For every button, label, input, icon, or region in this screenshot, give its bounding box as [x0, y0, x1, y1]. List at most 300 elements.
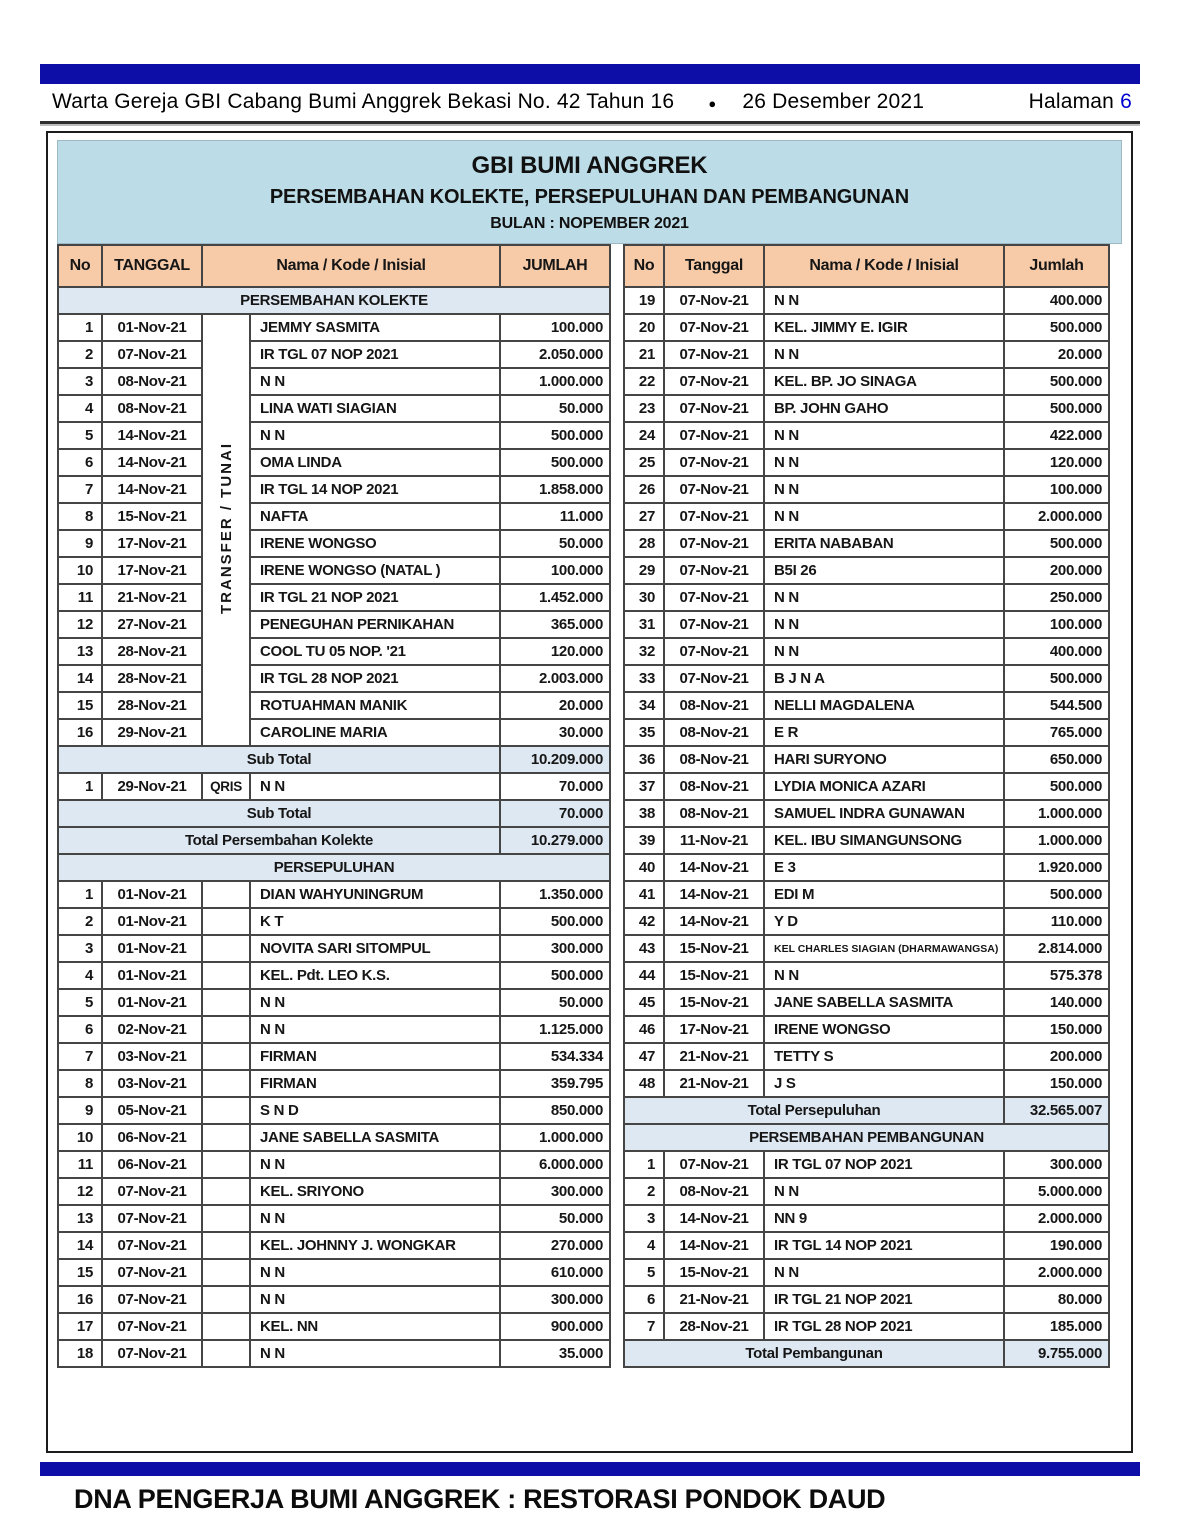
- total-amount: 10.209.000: [500, 746, 610, 773]
- total-label: Total Persepuluhan: [624, 1097, 1004, 1124]
- row-name: N N: [250, 1286, 500, 1313]
- row-no: 16: [58, 1286, 102, 1313]
- row-mode-empty: [202, 935, 250, 962]
- row-name: N N: [764, 1259, 1004, 1286]
- row-date: 01-Nov-21: [102, 908, 202, 935]
- row-date: 14-Nov-21: [102, 449, 202, 476]
- row-no: 5: [624, 1259, 664, 1286]
- row-name: IRENE WONGSO (NATAL ): [250, 557, 500, 584]
- row-amount: 50.000: [500, 395, 610, 422]
- row-name: IRENE WONGSO: [764, 1016, 1004, 1043]
- row-name: EDI M: [764, 881, 1004, 908]
- row-amount: 1.000.000: [1004, 827, 1109, 854]
- total-row: [624, 1097, 1109, 1124]
- row-date: 28-Nov-21: [102, 665, 202, 692]
- row-no: 12: [58, 611, 102, 638]
- row-date: 06-Nov-21: [102, 1151, 202, 1178]
- row-no: 11: [58, 1151, 102, 1178]
- row-date: 01-Nov-21: [102, 935, 202, 962]
- page-number: 6: [1120, 90, 1132, 113]
- row-no: 42: [624, 908, 664, 935]
- table-row: [58, 692, 610, 719]
- row-amount: 30.000: [500, 719, 610, 746]
- column-header-jumlah: Jumlah: [1004, 245, 1109, 287]
- row-amount: 1.858.000: [500, 476, 610, 503]
- row-date: 29-Nov-21: [102, 719, 202, 746]
- table-row: [58, 638, 610, 665]
- row-name: PENEGUHAN PERNIKAHAN: [250, 611, 500, 638]
- row-no: 3: [58, 368, 102, 395]
- table-row: [58, 908, 610, 935]
- row-no: 21: [624, 341, 664, 368]
- row-date: 08-Nov-21: [664, 746, 764, 773]
- total-label: Total Persembahan Kolekte: [58, 827, 500, 854]
- row-name: HARI SURYONO: [764, 746, 1004, 773]
- report-title: GBI BUMI ANGGREK: [471, 151, 708, 179]
- row-mode-empty: [202, 1313, 250, 1340]
- row-name: N N: [764, 287, 1004, 314]
- row-name: B J N A: [764, 665, 1004, 692]
- table-row: [58, 1151, 610, 1178]
- left-header-row: [58, 245, 610, 287]
- row-amount: 2.000.000: [1004, 1259, 1109, 1286]
- row-name: N N: [764, 503, 1004, 530]
- table-row: [624, 530, 1109, 557]
- table-row: [624, 800, 1109, 827]
- row-name: IRENE WONGSO: [250, 530, 500, 557]
- row-amount: 365.000: [500, 611, 610, 638]
- row-amount: 300.000: [500, 1286, 610, 1313]
- row-name: LYDIA MONICA AZARI: [764, 773, 1004, 800]
- table-row: [58, 1340, 610, 1367]
- row-amount: 200.000: [1004, 557, 1109, 584]
- table-row: [624, 611, 1109, 638]
- row-name: N N: [250, 773, 500, 800]
- row-date: 06-Nov-21: [102, 1124, 202, 1151]
- row-amount: 11.000: [500, 503, 610, 530]
- row-name: JANE SABELLA SASMITA: [250, 1124, 500, 1151]
- row-amount: 5.000.000: [1004, 1178, 1109, 1205]
- table-row: [624, 719, 1109, 746]
- row-amount: 20.000: [1004, 341, 1109, 368]
- row-name: JANE SABELLA SASMITA: [764, 989, 1004, 1016]
- row-date: 07-Nov-21: [102, 1205, 202, 1232]
- column-header-tanggal: Tanggal: [664, 245, 764, 287]
- row-no: 16: [58, 719, 102, 746]
- row-name: ERITA NABABAN: [764, 530, 1004, 557]
- row-amount: 500.000: [1004, 773, 1109, 800]
- row-amount: 110.000: [1004, 908, 1109, 935]
- row-amount: 185.000: [1004, 1313, 1109, 1340]
- section-header: PERSEMBAHAN PEMBANGUNAN: [624, 1124, 1109, 1151]
- row-amount: 20.000: [500, 692, 610, 719]
- row-date: 08-Nov-21: [664, 692, 764, 719]
- row-name: IR TGL 14 NOP 2021: [250, 476, 500, 503]
- footer-accent-bar: [40, 1462, 1140, 1476]
- row-date: 08-Nov-21: [102, 395, 202, 422]
- row-no: 40: [624, 854, 664, 881]
- row-amount: 50.000: [500, 989, 610, 1016]
- section-row: [58, 854, 610, 881]
- row-no: 15: [58, 1259, 102, 1286]
- row-amount: 575.378: [1004, 962, 1109, 989]
- row-amount: 2.000.000: [1004, 1205, 1109, 1232]
- row-mode-empty: [202, 962, 250, 989]
- row-mode-empty: [202, 1286, 250, 1313]
- row-name: LINA WATI SIAGIAN: [250, 395, 500, 422]
- masthead-rule: [40, 121, 1140, 124]
- top-accent-bar: [40, 64, 1140, 84]
- table-row: [624, 503, 1109, 530]
- row-date: 07-Nov-21: [664, 476, 764, 503]
- row-name: N N: [764, 962, 1004, 989]
- row-no: 2: [624, 1178, 664, 1205]
- row-no: 10: [58, 1124, 102, 1151]
- row-amount: 190.000: [1004, 1232, 1109, 1259]
- row-amount: 35.000: [500, 1340, 610, 1367]
- row-name: N N: [250, 368, 500, 395]
- row-no: 2: [58, 908, 102, 935]
- row-date: 08-Nov-21: [664, 773, 764, 800]
- row-no: 34: [624, 692, 664, 719]
- row-date: 27-Nov-21: [102, 611, 202, 638]
- row-mode-empty: [202, 1016, 250, 1043]
- table-row: [58, 557, 610, 584]
- row-name: KEL. BP. JO SINAGA: [764, 368, 1004, 395]
- row-date: 07-Nov-21: [664, 314, 764, 341]
- masthead-title: Warta Gereja GBI Cabang Bumi Anggrek Bekasi No. 42 Tahun 16: [52, 90, 675, 113]
- row-name: CAROLINE MARIA: [250, 719, 500, 746]
- table-row: [58, 1232, 610, 1259]
- table-row: [58, 314, 610, 341]
- row-amount: 610.000: [500, 1259, 610, 1286]
- row-amount: 250.000: [1004, 584, 1109, 611]
- row-name: N N: [250, 989, 500, 1016]
- row-amount: 100.000: [500, 557, 610, 584]
- total-row: [624, 1340, 1109, 1367]
- row-name: IR TGL 28 NOP 2021: [250, 665, 500, 692]
- row-amount: 140.000: [1004, 989, 1109, 1016]
- row-date: 14-Nov-21: [664, 881, 764, 908]
- row-name: KEL. SRIYONO: [250, 1178, 500, 1205]
- row-date: 07-Nov-21: [102, 1259, 202, 1286]
- row-name: KEL. NN: [250, 1313, 500, 1340]
- table-row: [58, 935, 610, 962]
- row-date: 21-Nov-21: [664, 1286, 764, 1313]
- row-no: 31: [624, 611, 664, 638]
- table-row: [624, 1151, 1109, 1178]
- row-date: 07-Nov-21: [664, 287, 764, 314]
- row-no: 1: [58, 773, 102, 800]
- row-date: 08-Nov-21: [664, 1178, 764, 1205]
- masthead: [52, 90, 1132, 114]
- table-row: [624, 1016, 1109, 1043]
- table-row: [624, 692, 1109, 719]
- row-amount: 500.000: [1004, 395, 1109, 422]
- row-amount: 80.000: [1004, 1286, 1109, 1313]
- row-name: S N D: [250, 1097, 500, 1124]
- row-no: 1: [58, 881, 102, 908]
- row-name: N N: [764, 341, 1004, 368]
- row-date: 07-Nov-21: [664, 503, 764, 530]
- row-amount: 1.452.000: [500, 584, 610, 611]
- row-date: 21-Nov-21: [664, 1043, 764, 1070]
- row-date: 07-Nov-21: [102, 1178, 202, 1205]
- column-header-nama: Nama / Kode / Inisial: [764, 245, 1004, 287]
- row-name: N N: [764, 476, 1004, 503]
- table-row: [624, 1259, 1109, 1286]
- table-row: [58, 719, 610, 746]
- row-no: 35: [624, 719, 664, 746]
- table-row: [624, 557, 1109, 584]
- row-name: N N: [250, 1259, 500, 1286]
- row-mode-empty: [202, 1043, 250, 1070]
- row-no: 37: [624, 773, 664, 800]
- row-no: 44: [624, 962, 664, 989]
- row-amount: 1.125.000: [500, 1016, 610, 1043]
- row-no: 10: [58, 557, 102, 584]
- transfer-tunai-cell: [202, 314, 250, 746]
- total-row: [58, 827, 610, 854]
- row-mode-empty: [202, 1070, 250, 1097]
- table-row: [624, 422, 1109, 449]
- right-table: [623, 244, 1110, 1368]
- table-row: [624, 989, 1109, 1016]
- row-date: 07-Nov-21: [664, 422, 764, 449]
- row-amount: 500.000: [1004, 530, 1109, 557]
- row-no: 11: [58, 584, 102, 611]
- table-row: [624, 1070, 1109, 1097]
- row-name: J S: [764, 1070, 1004, 1097]
- row-no: 7: [58, 476, 102, 503]
- row-no: 12: [58, 1178, 102, 1205]
- table-row: [58, 422, 610, 449]
- row-no: 24: [624, 422, 664, 449]
- row-amount: 300.000: [500, 1178, 610, 1205]
- row-name: N N: [764, 449, 1004, 476]
- row-date: 15-Nov-21: [664, 1259, 764, 1286]
- table-row: [624, 746, 1109, 773]
- row-name: ROTUAHMAN MANIK: [250, 692, 500, 719]
- row-name: NAFTA: [250, 503, 500, 530]
- row-no: 3: [58, 935, 102, 962]
- section-header: PERSEMBAHAN KOLEKTE: [58, 287, 610, 314]
- row-date: 01-Nov-21: [102, 314, 202, 341]
- row-date: 03-Nov-21: [102, 1070, 202, 1097]
- column-header-nama: Nama / Kode / Inisial: [202, 245, 500, 287]
- row-name: N N: [764, 1178, 1004, 1205]
- row-amount: 120.000: [500, 638, 610, 665]
- total-label: Sub Total: [58, 800, 500, 827]
- row-no: 13: [58, 1205, 102, 1232]
- table-row: [58, 341, 610, 368]
- row-date: 21-Nov-21: [664, 1070, 764, 1097]
- row-no: 8: [58, 503, 102, 530]
- row-date: 28-Nov-21: [102, 692, 202, 719]
- row-date: 15-Nov-21: [664, 935, 764, 962]
- row-no: 6: [624, 1286, 664, 1313]
- row-date: 07-Nov-21: [664, 341, 764, 368]
- row-amount: 300.000: [500, 935, 610, 962]
- row-date: 07-Nov-21: [664, 449, 764, 476]
- row-amount: 400.000: [1004, 638, 1109, 665]
- row-date: 07-Nov-21: [664, 395, 764, 422]
- table-row: [58, 1043, 610, 1070]
- row-amount: 200.000: [1004, 1043, 1109, 1070]
- row-date: 15-Nov-21: [102, 503, 202, 530]
- column-header-tanggal: TANGGAL: [102, 245, 202, 287]
- total-row: [58, 800, 610, 827]
- row-date: 21-Nov-21: [102, 584, 202, 611]
- row-amount: 422.000: [1004, 422, 1109, 449]
- row-name: N N: [764, 422, 1004, 449]
- row-name: N N: [250, 1016, 500, 1043]
- row-name: N N: [250, 1205, 500, 1232]
- row-amount: 50.000: [500, 530, 610, 557]
- row-date: 14-Nov-21: [664, 1205, 764, 1232]
- table-row: [58, 1070, 610, 1097]
- left-table: [57, 244, 611, 1368]
- table-row: [624, 368, 1109, 395]
- row-amount: 6.000.000: [500, 1151, 610, 1178]
- row-no: 9: [58, 530, 102, 557]
- row-no: 4: [58, 962, 102, 989]
- table-row: [58, 1097, 610, 1124]
- row-no: 23: [624, 395, 664, 422]
- bullet-separator-icon: ●: [708, 96, 717, 111]
- row-mode-empty: [202, 1097, 250, 1124]
- table-row: [58, 1205, 610, 1232]
- row-date: 07-Nov-21: [102, 341, 202, 368]
- row-date: 02-Nov-21: [102, 1016, 202, 1043]
- table-row: [624, 1232, 1109, 1259]
- table-row: [58, 1313, 610, 1340]
- report-title-block: [57, 140, 1122, 244]
- row-amount: 1.920.000: [1004, 854, 1109, 881]
- table-row: [58, 1286, 610, 1313]
- row-date: 14-Nov-21: [664, 1232, 764, 1259]
- table-row: [58, 395, 610, 422]
- row-name: FIRMAN: [250, 1043, 500, 1070]
- column-header-no: No: [58, 245, 102, 287]
- table-row: [624, 395, 1109, 422]
- row-date: 01-Nov-21: [102, 962, 202, 989]
- row-date: 07-Nov-21: [664, 584, 764, 611]
- row-amount: 500.000: [1004, 665, 1109, 692]
- row-name: TETTY S: [764, 1043, 1004, 1070]
- row-name: E R: [764, 719, 1004, 746]
- row-amount: 534.334: [500, 1043, 610, 1070]
- row-date: 17-Nov-21: [102, 530, 202, 557]
- row-mode-empty: [202, 1178, 250, 1205]
- section-row: [58, 287, 610, 314]
- row-no: 4: [58, 395, 102, 422]
- row-date: 15-Nov-21: [664, 989, 764, 1016]
- row-date: 03-Nov-21: [102, 1043, 202, 1070]
- row-amount: 2.814.000: [1004, 935, 1109, 962]
- table-row: [58, 530, 610, 557]
- row-name: COOL TU 05 NOP. '21: [250, 638, 500, 665]
- table-row: [624, 1313, 1109, 1340]
- row-amount: 544.500: [1004, 692, 1109, 719]
- row-date: 01-Nov-21: [102, 989, 202, 1016]
- row-mode-empty: [202, 1340, 250, 1367]
- row-amount: 120.000: [1004, 449, 1109, 476]
- table-row: [58, 1016, 610, 1043]
- row-date: 07-Nov-21: [102, 1340, 202, 1367]
- table-row: [624, 341, 1109, 368]
- row-date: 28-Nov-21: [102, 638, 202, 665]
- row-no: 22: [624, 368, 664, 395]
- table-row: [624, 1205, 1109, 1232]
- report-subtitle: PERSEMBAHAN KOLEKTE, PERSEPULUHAN DAN PEMBANGUNAN: [269, 185, 910, 208]
- table-row: [58, 1178, 610, 1205]
- table-row: [624, 827, 1109, 854]
- total-row: [58, 746, 610, 773]
- row-name: DIAN WAHYUNINGRUM: [250, 881, 500, 908]
- right-table-body: [624, 287, 1109, 1367]
- table-row: [624, 1178, 1109, 1205]
- footer-banner: DNA PENGERJA BUMI ANGGREK : RESTORASI PONDOK DAUD: [74, 1484, 886, 1514]
- table-row: [624, 935, 1109, 962]
- row-no: 18: [58, 1340, 102, 1367]
- table-row: [58, 611, 610, 638]
- row-mode-empty: [202, 989, 250, 1016]
- row-date: 05-Nov-21: [102, 1097, 202, 1124]
- row-no: 26: [624, 476, 664, 503]
- row-name: IR TGL 21 NOP 2021: [250, 584, 500, 611]
- row-name: OMA LINDA: [250, 449, 500, 476]
- table-row: [58, 368, 610, 395]
- row-date: 07-Nov-21: [102, 1232, 202, 1259]
- row-amount: 2.003.000: [500, 665, 610, 692]
- table-row: [624, 1286, 1109, 1313]
- table-row: [624, 881, 1109, 908]
- row-no: 19: [624, 287, 664, 314]
- row-no: 36: [624, 746, 664, 773]
- total-amount: 70.000: [500, 800, 610, 827]
- row-no: 20: [624, 314, 664, 341]
- row-amount: 500.000: [1004, 368, 1109, 395]
- row-date: 07-Nov-21: [664, 368, 764, 395]
- row-no: 46: [624, 1016, 664, 1043]
- row-name: IR TGL 21 NOP 2021: [764, 1286, 1004, 1313]
- row-no: 13: [58, 638, 102, 665]
- row-amount: 1.000.000: [1004, 800, 1109, 827]
- table-row: [58, 665, 610, 692]
- row-name: K T: [250, 908, 500, 935]
- row-name: N N: [764, 638, 1004, 665]
- table-row: [58, 962, 610, 989]
- table-row: [624, 665, 1109, 692]
- table-row: [58, 881, 610, 908]
- row-name: N N: [250, 1151, 500, 1178]
- row-date: 01-Nov-21: [102, 881, 202, 908]
- total-amount: 10.279.000: [500, 827, 610, 854]
- row-no: 7: [58, 1043, 102, 1070]
- row-amount: 900.000: [500, 1313, 610, 1340]
- row-amount: 100.000: [500, 314, 610, 341]
- table-row: [58, 989, 610, 1016]
- row-no: 39: [624, 827, 664, 854]
- row-name: KEL. JOHNNY J. WONGKAR: [250, 1232, 500, 1259]
- table-row: [624, 287, 1109, 314]
- row-mode: QRIS: [202, 773, 250, 800]
- row-date: 07-Nov-21: [664, 611, 764, 638]
- row-amount: 500.000: [1004, 314, 1109, 341]
- section-row: [624, 1124, 1109, 1151]
- row-no: 3: [624, 1205, 664, 1232]
